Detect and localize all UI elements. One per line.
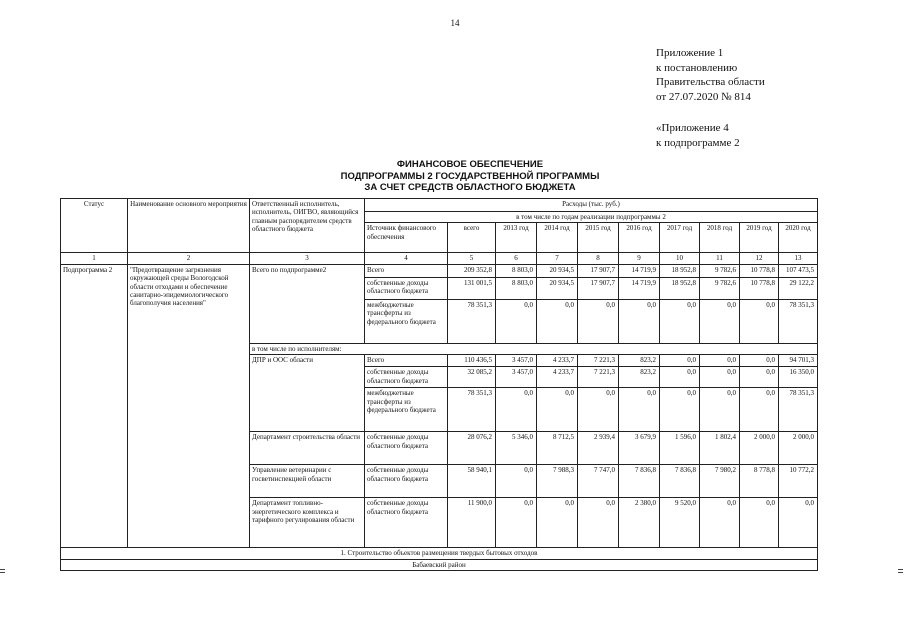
header-year: 2020 год: [779, 223, 818, 253]
value-cell: 0,0: [660, 367, 700, 388]
header-year: 2018 год: [700, 223, 740, 253]
header-year: 2019 год: [740, 223, 779, 253]
col-number: 7: [537, 253, 578, 264]
header-year: 2016 год: [619, 223, 660, 253]
value-cell: 131 001,5: [448, 277, 496, 299]
value-cell: 0,0: [740, 299, 779, 343]
executor-dpr: ДПР и ООС области: [250, 355, 365, 432]
appendix4-line: «Приложение 4: [656, 122, 729, 134]
value-cell: 0,0: [740, 355, 779, 367]
value-cell: 7 836,8: [619, 465, 660, 498]
source-cell: межбюджетные трансферты из федерального бюджета: [365, 299, 448, 343]
appendix-line: Правительства области: [656, 76, 765, 88]
col-number: 2: [128, 253, 250, 264]
value-cell: 0,0: [537, 388, 578, 432]
col-number: 9: [619, 253, 660, 264]
source-cell: Всего: [365, 355, 448, 367]
col-number: 12: [740, 253, 779, 264]
value-cell: 823,2: [619, 367, 660, 388]
value-cell: 209 352,8: [448, 264, 496, 277]
value-cell: 0,0: [740, 367, 779, 388]
value-cell: 0,0: [578, 388, 619, 432]
value-cell: 94 701,3: [779, 355, 818, 367]
value-cell: 1 596,0: [660, 432, 700, 465]
value-cell: 0,0: [619, 299, 660, 343]
value-cell: 4 233,7: [537, 355, 578, 367]
value-cell: 0,0: [578, 498, 619, 548]
header-source: Источник финансового обеспечения: [365, 223, 448, 253]
value-cell: 58 940,1: [448, 465, 496, 498]
col-number: 8: [578, 253, 619, 264]
value-cell: 0,0: [537, 498, 578, 548]
value-cell: 0,0: [496, 498, 537, 548]
source-cell: межбюджетные трансферты из федерального бюджета: [365, 388, 448, 432]
value-cell: 0,0: [660, 388, 700, 432]
value-cell: 17 907,7: [578, 264, 619, 277]
header-year: 2015 год: [578, 223, 619, 253]
value-cell: 16 350,0: [779, 367, 818, 388]
value-cell: 0,0: [537, 299, 578, 343]
value-cell: 0,0: [700, 367, 740, 388]
value-cell: 7 988,3: [537, 465, 578, 498]
header-total: всего: [448, 223, 496, 253]
value-cell: 8 712,5: [537, 432, 578, 465]
source-cell: собственные доходы областного бюджета: [365, 465, 448, 498]
header-executor: Ответственный исполнитель, исполнитель, ОИГВО, являющийся главным распорядителем средств областного бюджета: [250, 199, 365, 253]
district-title: Бабаевский район: [61, 559, 818, 570]
source-cell: собственные доходы областного бюджета: [365, 367, 448, 388]
activity-cell: "Предотвращение загрязнения окружающей среды Вологодской области отходами и обеспечение санитарно-эпидемиологического благополучия населения": [128, 264, 250, 547]
value-cell: 20 934,5: [537, 277, 578, 299]
title-line: ПОДПРОГРАММЫ 2 ГОСУДАРСТВЕННОЙ ПРОГРАММЫ: [340, 170, 600, 182]
header-activity: Наименование основного мероприятия: [128, 199, 250, 253]
title-line: ФИНАНСОВОЕ ОБЕСПЕЧЕНИЕ: [396, 159, 544, 170]
value-cell: 2 000,0: [740, 432, 779, 465]
value-cell: 110 436,5: [448, 355, 496, 367]
value-cell: 0,0: [578, 299, 619, 343]
status-cell: Подпрограмма 2: [61, 264, 128, 547]
executors-label: в том числе по исполнителям:: [250, 343, 818, 354]
section-title: 1. Строительство объектов размещения твердых бытовых отходов: [61, 548, 818, 559]
value-cell: 8 803,0: [496, 277, 537, 299]
value-cell: 0,0: [700, 498, 740, 548]
table-row: [61, 559, 818, 570]
appendix-reference: [656, 46, 765, 150]
source-cell: собственные доходы областного бюджета: [365, 498, 448, 548]
value-cell: 0,0: [660, 299, 700, 343]
header-expenses: Расходы (тыс. руб.): [365, 199, 818, 212]
header-year: 2017 год: [660, 223, 700, 253]
executor-fuel-energy: Департамент топливно-энергетического комплекса и тарифного регулирования области: [250, 498, 365, 548]
value-cell: 7 221,3: [578, 355, 619, 367]
value-cell: 29 122,2: [779, 277, 818, 299]
financing-table: [60, 198, 818, 571]
source-cell: Всего: [365, 264, 448, 277]
col-number: 4: [365, 253, 448, 264]
source-cell: собственные доходы областного бюджета: [365, 432, 448, 465]
table-row: [61, 264, 818, 277]
executor-veterinary: Управление ветеринарии с госветинспекцией области: [250, 465, 365, 498]
appendix-line: к постановлению: [656, 61, 738, 74]
executor-construction: Департамент строительства области: [250, 432, 365, 465]
value-cell: 28 076,2: [448, 432, 496, 465]
value-cell: 78 351,3: [779, 299, 818, 343]
value-cell: 3 457,0: [496, 355, 537, 367]
value-cell: 20 934,5: [537, 264, 578, 277]
document-title: [200, 159, 740, 194]
appendix4-line: к подпрограмме 2: [656, 136, 740, 149]
col-number: 13: [779, 253, 818, 264]
value-cell: 2 380,0: [619, 498, 660, 548]
value-cell: 78 351,3: [448, 388, 496, 432]
table-row: [61, 548, 818, 559]
value-cell: 18 952,8: [660, 264, 700, 277]
value-cell: 0,0: [496, 299, 537, 343]
header-year: 2013 год: [496, 223, 537, 253]
value-cell: 823,2: [619, 355, 660, 367]
value-cell: 8 803,0: [496, 264, 537, 277]
value-cell: 17 907,7: [578, 277, 619, 299]
header-by-years: в том числе по годам реализации подпрограммы 2: [365, 212, 818, 223]
margin-mark: [0, 572, 5, 573]
col-number: 10: [660, 253, 700, 264]
value-cell: 9 782,6: [700, 264, 740, 277]
value-cell: 1 802,4: [700, 432, 740, 465]
value-cell: 3 457,0: [496, 367, 537, 388]
value-cell: 0,0: [619, 388, 660, 432]
value-cell: 9 782,6: [700, 277, 740, 299]
value-cell: 0,0: [496, 388, 537, 432]
value-cell: 0,0: [660, 355, 700, 367]
header-status: Статус: [61, 199, 128, 253]
value-cell: 10 778,8: [740, 277, 779, 299]
value-cell: 10 778,8: [740, 264, 779, 277]
col-number: 1: [61, 253, 128, 264]
value-cell: 3 679,9: [619, 432, 660, 465]
value-cell: 0,0: [700, 388, 740, 432]
source-cell: собственные доходы областного бюджета: [365, 277, 448, 299]
value-cell: 107 473,5: [779, 264, 818, 277]
value-cell: 2 000,0: [779, 432, 818, 465]
value-cell: 0,0: [779, 498, 818, 548]
col-number: 11: [700, 253, 740, 264]
value-cell: 0,0: [740, 498, 779, 548]
title-line: ЗА СЧЕТ СРЕДСТВ ОБЛАСТНОГО БЮДЖЕТА: [364, 182, 576, 193]
header-year: 2014 год: [537, 223, 578, 253]
value-cell: 4 233,7: [537, 367, 578, 388]
value-cell: 5 346,0: [496, 432, 537, 465]
value-cell: 18 952,8: [660, 277, 700, 299]
col-number: 5: [448, 253, 496, 264]
value-cell: 0,0: [740, 388, 779, 432]
value-cell: 0,0: [496, 465, 537, 498]
page-number: 14: [450, 18, 460, 28]
value-cell: 9 520,0: [660, 498, 700, 548]
value-cell: 11 900,0: [448, 498, 496, 548]
value-cell: 78 351,3: [779, 388, 818, 432]
value-cell: 14 719,9: [619, 264, 660, 277]
col-number: 6: [496, 253, 537, 264]
value-cell: 7 221,3: [578, 367, 619, 388]
value-cell: 10 772,2: [779, 465, 818, 498]
value-cell: 7 980,2: [700, 465, 740, 498]
executor-all: Всего по подпрограмме2: [250, 264, 365, 343]
value-cell: 0,0: [700, 299, 740, 343]
appendix-line: Приложение 1: [656, 47, 724, 59]
value-cell: 32 085,2: [448, 367, 496, 388]
value-cell: 0,0: [700, 355, 740, 367]
value-cell: 14 719,9: [619, 277, 660, 299]
margin-mark: [0, 569, 5, 570]
value-cell: 8 778,8: [740, 465, 779, 498]
value-cell: 2 939,4: [578, 432, 619, 465]
value-cell: 7 836,8: [660, 465, 700, 498]
margin-mark: [898, 572, 903, 573]
margin-mark: [898, 569, 903, 570]
value-cell: 78 351,3: [448, 299, 496, 343]
value-cell: 7 747,0: [578, 465, 619, 498]
col-number: 3: [250, 253, 365, 264]
appendix-line: от 27.07.2020 № 814: [656, 90, 751, 103]
